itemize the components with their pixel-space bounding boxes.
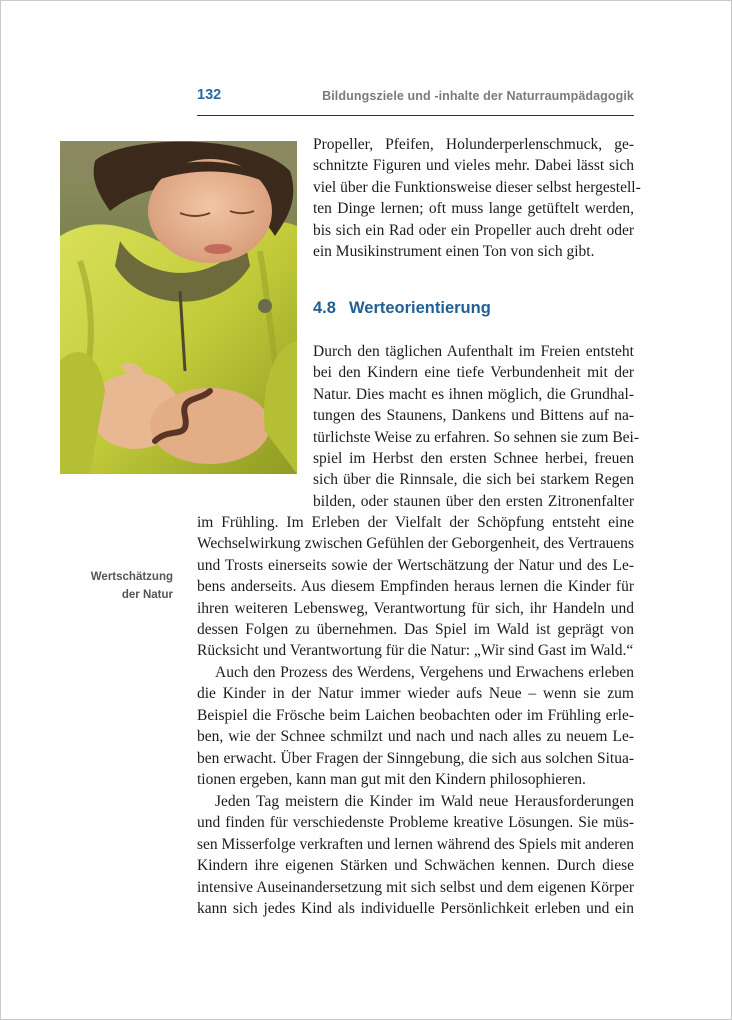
page-number: 132 (197, 87, 222, 103)
text-line: die Kinder in der Natur immer wieder aufs Neue – wenn sie zum (197, 685, 634, 703)
text-line: und finden für verschiedenste Probleme kreative Lösungen. Sie müs- (197, 814, 634, 832)
text-line: bis sich ein Rad oder ein Propeller auch dreht oder (313, 221, 634, 239)
text-line: tungen des Staunens, Dankens und Bittens auf na- (313, 407, 634, 425)
text-line: dessen Folgen zu übernehmen. Das Spiel im Wald ist geprägt von (197, 620, 634, 638)
text-line: tionen ergeben, kann man gut mit den Kindern philosophieren. (197, 770, 586, 788)
text-line: türlichste Weise zu erfahren. So sehnen sie zum Bei- (313, 428, 640, 446)
photo-child-earthworm (60, 141, 297, 474)
paragraph-3 (197, 791, 634, 919)
running-header (197, 85, 634, 116)
text-line: ben erwacht. Über Fragen der Sinngebung, die sich aus solchen Situa- (197, 749, 634, 767)
text-line: viel über die Funktionsweise dieser selbst hergestell- (313, 178, 641, 196)
text-line: im Frühling. Im Erleben der Vielfalt der Schöpfung entsteht eine (197, 514, 634, 531)
text-line: Jeden Tag meistern die Kinder im Wald neue Herausforderungen (215, 793, 634, 810)
text-line: Natur. Dies macht es ihnen möglich, die Grundhal- (313, 385, 634, 403)
text-line: bilden, oder staunen über den ersten Zitronenfalter (313, 492, 634, 510)
text-line: sen Misserfolge verkraften und lernen während des Spiels mit anderen (197, 835, 634, 853)
text-line: ihren weiteren Lebensweg, Verantwortung für sich, ihr Handeln und (197, 599, 634, 617)
text-line: Propeller, Pfeifen, Holunderperlenschmuck, ge- (313, 136, 634, 153)
margin-note (60, 569, 173, 604)
margin-note-line: der Natur (121, 588, 173, 601)
section-number: 4.8 (313, 299, 336, 317)
text-line: schnitzte Figuren und vieles mehr. Dabei lässt sich (313, 157, 634, 175)
text-line: intensive Auseinandersetzung mit sich selbst und dem eigenen Körper (197, 878, 634, 896)
photo-child-holding-earthworm-icon (60, 141, 297, 474)
margin-note-line: Wertschätzung (90, 571, 173, 583)
text-line: spiel im Herbst den ersten Schnee herbei, freuen (313, 449, 634, 467)
text-line: bei den Kindern eine tiefe Verbundenheit mit der (313, 364, 634, 382)
text-line: und Trosts einerseits sowie der Wertschätzung der Natur und des Le- (197, 556, 634, 574)
text-line: sich über die Rinnsale, die sich bei starkem Regen (313, 471, 634, 489)
text-line: kann sich jedes Kind als individuelle Persönlichkeit erleben und ein (197, 899, 634, 917)
text-line: Auch den Prozess des Werdens, Vergehens und Erwachens erleben (215, 664, 634, 681)
text-line: ten Dinge lernen; oft muss lange getüftelt werden, (313, 200, 634, 218)
text-line: bens anderseits. Aus diesem Empfinden heraus lernen die Kinder für (197, 578, 634, 596)
top-paragraph (313, 134, 641, 262)
text-line: ein Musikinstrument einen Ton von sich gibt. (313, 242, 595, 260)
text-line: Kindern ihre eigenen Stärken und Schwächen kennen. Durch diese (197, 857, 634, 875)
running-title: Bildungsziele und -inhalte der Naturraumpädagogik (322, 89, 634, 103)
text-line: Durch den täglichen Aufenthalt im Freien entsteht (313, 343, 634, 360)
text-line: Beispiel die Frösche beim Laichen beobachten oder im Frühling erle- (197, 706, 634, 724)
text-line: Rücksicht und Verantwortung für die Natur: „Wir sind Gast im Wald.“ (197, 642, 634, 660)
paragraph-2 (197, 662, 634, 790)
section-title: Werteorientierung (349, 299, 491, 317)
section-heading (313, 299, 634, 318)
text-line: ben, wie der Schnee schmilzt und nach und nach alles zu neuem Le- (197, 728, 634, 746)
paragraph-1-narrow (313, 341, 640, 512)
paragraph-1-wide (197, 512, 634, 662)
text-line: Wechselwirkung zwischen Gefühlen der Geborgenheit, des Vertrauens (197, 535, 634, 553)
